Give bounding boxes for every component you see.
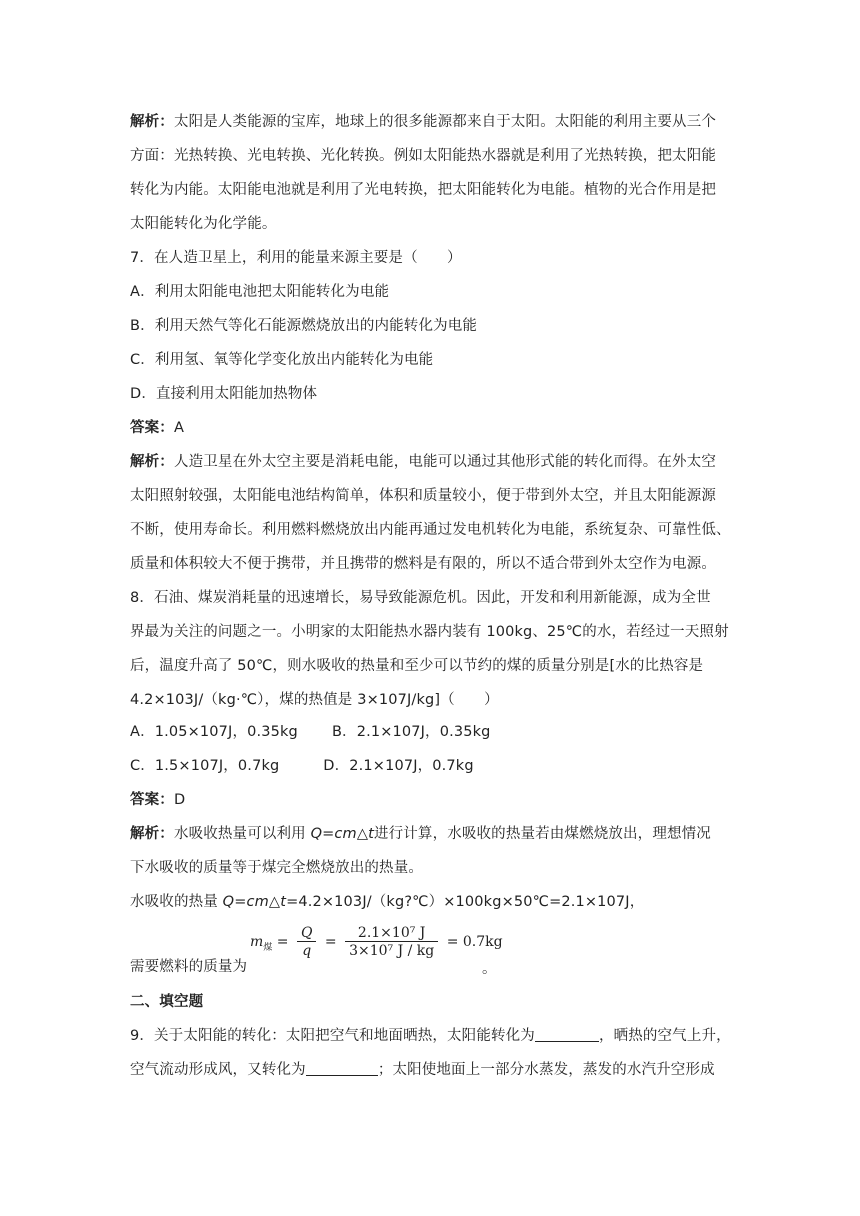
coal-mass-formula: $m_煤$ = $\frac{Q}{q}$ = $\frac{\text{2.1×10⁷ J}}{\text{3×10⁷ J / kg}}$ = 0.7kg — [250, 925, 503, 959]
fraction-q-over-q: $\frac{Q}{q}$ — [297, 925, 316, 959]
q8-calc-line1: 水吸收的热量 Q=cm△t=4.2×103J/（kg?℃）×100kg×50℃=2.1×107J， — [130, 894, 645, 910]
q8-calc-line2-end: 。 — [482, 961, 497, 977]
q7-stem: 7．在人造卫星上，利用的能量来源主要是（ ） — [130, 250, 462, 266]
q7-answer: 答案：A — [130, 420, 185, 436]
formula-lhs: m — [250, 934, 264, 950]
q8-calc-line2-label: 需要燃料的质量为 — [130, 959, 248, 975]
q8-stem-line1: 8．石油、煤炭消耗量的迅速增长，易导致能源危机。因此，开发和利用新能源，成为全世 — [130, 590, 711, 606]
q7-option-a: A．利用太阳能电池把太阳能转化为电能 — [130, 284, 390, 300]
jiexi-q6-line4: 太阳能转化为化学能。 — [130, 216, 277, 232]
formula-result: = 0.7kg — [446, 934, 503, 950]
fraction-values: $\frac{\text{2.1×10⁷ J}}{\text{3×10⁷ J / kg}}$ — [345, 925, 438, 959]
formula-lhs-sub: 煤 — [263, 942, 273, 953]
jiexi-q6-line3: 转化为内能。太阳能电池就是利用了光电转换，把太阳能转化为电能。植物的光合作用是把 — [130, 182, 716, 198]
q8-jiexi-line2: 下水吸收的质量等于煤完全燃烧放出的热量。 — [130, 860, 423, 876]
q7-option-c: C．利用氢、氧等化学变化放出内能转化为电能 — [130, 352, 434, 368]
q8-stem-line2: 界最为关注的问题之一。小明家的太阳能热水器内装有 100kg、25℃的水，若经过一天照射 — [130, 624, 729, 640]
q9-line2: 空气流动形成风，又转化为 ；太阳使地面上一部分水蒸发，蒸发的水汽升空形成 — [130, 1062, 715, 1078]
q7-jiexi-line1: 解析：人造卫星在外太空主要是消耗电能，电能可以通过其他形式能的转化而得。在外太空 — [130, 454, 716, 470]
jiexi-q6-line2: 方面：光热转换、光电转换、光化转换。例如太阳能热水器就是利用了光热转换，把太阳能 — [130, 148, 716, 164]
section-heading: 二、填空题 — [130, 994, 204, 1010]
q7-option-d: D．直接利用太阳能加热物体 — [130, 386, 318, 402]
q9-line1: 9．关于太阳能的转化：太阳把空气和地面晒热，太阳能转化为 ，晒热的空气上升， — [130, 1028, 731, 1044]
q7-jiexi-line2: 太阳照射较强，太阳能电池结构简单，体积和质量较小，便于带到外太空，并且太阳能源源 — [130, 488, 716, 504]
jiexi-q6-line1: 解析：太阳是人类能源的宝库，地球上的很多能源都来自于太阳。太阳能的利用主要从三个 — [130, 114, 716, 130]
jiexi-label: 解析： — [130, 114, 174, 130]
q7-option-b: B．利用天然气等化石能源燃烧放出的内能转化为电能 — [130, 318, 478, 334]
fill-blank-1[interactable] — [535, 1027, 599, 1042]
q7-jiexi-line3: 不断，使用寿命长。利用燃料燃烧放出内能再通过发电机转化为电能，系统复杂、可靠性低、 — [130, 522, 731, 538]
q8-stem-line4: 4.2×103J/（kg·℃），煤的热值是 3×107J/kg]（ ） — [130, 692, 499, 708]
q8-stem-line3: 后，温度升高了 50℃，则水吸收的热量和至少可以节约的煤的质量分别是[水的比热容是 — [130, 658, 704, 674]
q7-jiexi-line4: 质量和体积较大不便于携带，并且携带的燃料是有限的，所以不适合带到外太空作为电源。 — [130, 556, 716, 572]
fill-blank-2[interactable] — [306, 1061, 378, 1076]
formula-eq: = — [276, 934, 289, 950]
q8-jiexi-line1: 解析：水吸收热量可以利用 Q=cm△t进行计算，水吸收的热量若由煤燃烧放出，理想情况 — [130, 826, 711, 842]
q8-answer: 答案：D — [130, 792, 186, 808]
q8-options-cd: C．1.5×107J，0.7kg D．2.1×107J，0.7kg — [130, 758, 474, 774]
q8-options-ab: A．1.05×107J，0.35kg B．2.1×107J，0.35kg — [130, 724, 491, 740]
